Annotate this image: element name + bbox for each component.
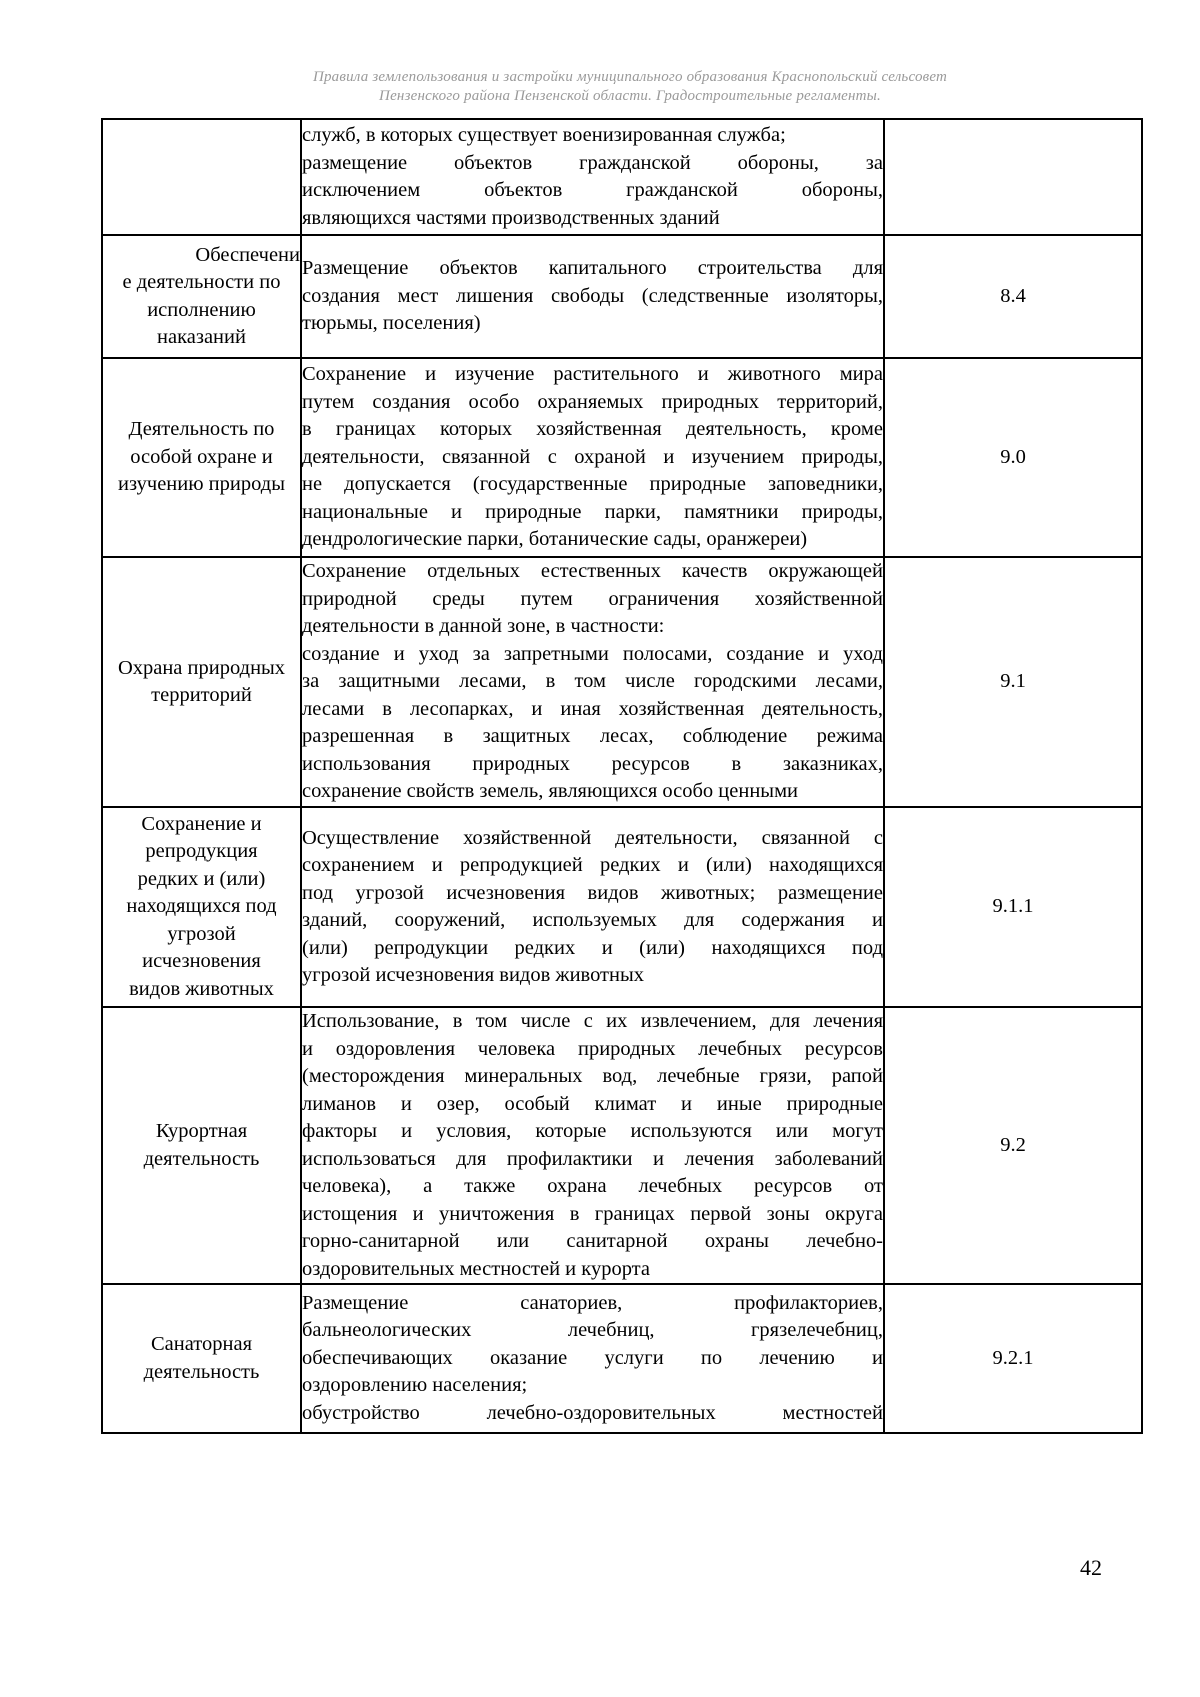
description-line: (месторождения минеральных вод, лечебные грязи, рапой [302,1065,883,1087]
use-type-code-cell [884,1007,1142,1284]
use-type-description-cell [301,1284,884,1433]
use-type-name-cell [102,235,301,358]
use-type-name-line: редких и (или) [137,867,266,890]
description-line: не допускается (государственные природные заповедники, [302,473,883,496]
use-type-name-line: находящихся под [126,895,277,918]
description-line: сохранением и репродукцией редких и (или) находящихся [302,854,883,876]
description-line: (или) репродукции редких и (или) находящихся под [302,936,883,959]
use-type-name-line: особой охране и [130,445,273,468]
description-line: обеспечивающих оказание услуги по лечению и [302,1346,883,1369]
running-header-line-1: Правила землепользования и застройки муниципального образования Краснопольский сельсовет [312,69,948,85]
description-line: Сохранение и изучение растительного и животного мира [302,363,883,386]
use-type-code-cell [884,557,1142,807]
description-line: обустройство лечебно-оздоровительных местностей [302,1401,883,1424]
use-type-name-line: изучению природы [118,473,285,496]
use-type-code-cell [884,358,1142,557]
description-line: человека), а также охрана лечебных ресурсов от [302,1175,883,1197]
description-line: служб, в которых существует военизированная служба; [302,124,786,146]
description-line: горно-санитарной или санитарной охраны лечебно- [302,1230,883,1252]
use-type-name-line: деятельность [143,1147,260,1170]
use-type-code-cell [884,807,1142,1007]
use-type-description-cell [301,358,884,557]
description-line: исключением объектов гражданской обороны, [302,179,883,201]
description-line: лиманов и озер, особый климат и иные природные [302,1092,883,1115]
description-line: зданий, сооружений, используемых для содержания и [302,909,883,931]
description-line: размещение объектов гражданской обороны, за [302,151,883,174]
description-line: создание и уход за запретными полосами, создание и уход [302,642,883,665]
table-row [102,557,1142,807]
use-type-name-line: Обеспечени [195,243,300,266]
use-type-name-cell [102,119,301,235]
description-line: лесами в лесопарках, и иная хозяйственная деятельность, [302,697,883,720]
use-type-code-cell [884,119,1142,235]
description-line: путем создания особо охраняемых природных территорий, [302,390,883,413]
use-type-name-line: е деятельности по [122,271,281,293]
description-line: Сохранение отдельных естественных качеств окружающей [302,560,883,583]
table-row [102,807,1142,1007]
use-type-name-line: наказаний [157,326,246,348]
use-type-code: 9.0 [1000,445,1026,468]
running-header-line-2: Пензенского района Пензенской области. Градостроительные регламенты. [379,88,881,104]
description-line: национальные и природные парки, памятники природы, [302,500,883,523]
description-line: и оздоровления человека природных лечебных ресурсов [302,1037,883,1060]
description-line: использования природных ресурсов в заказниках, [302,752,883,775]
use-type-name-line: репродукция [145,840,258,863]
use-type-name-line: Санаторная [151,1333,252,1355]
description-line: разрешенная в защитных лесах, соблюдение режима [302,725,883,748]
use-type-name-cell [102,1007,301,1284]
description-line: использоваться для профилактики и лечения заболеваний [302,1147,883,1170]
description-line: Осуществление хозяйственной деятельности, связанной с [302,826,883,849]
description-line: бальнеологических лечебниц, грязелечебниц, [302,1319,883,1342]
use-type-code: 9.1.1 [992,895,1034,918]
description-line: оздоровлению населения; [302,1374,528,1397]
description-line: создания мест лишения свободы (следственные изоляторы, [302,284,883,307]
description-line: оздоровительных местностей и курорта [302,1257,650,1280]
use-type-name-line: территорий [151,684,252,706]
use-type-code: 9.2 [1000,1133,1026,1156]
table-row [102,358,1142,557]
use-type-code: 8.4 [1000,284,1026,307]
use-type-name-cell [102,1284,301,1433]
description-line: факторы и условия, которые используются или могут [302,1120,883,1142]
description-line: природной среды путем ограничения хозяйственной [302,587,883,610]
description-line: истощения и уничтожения в границах первой зоны округа [302,1202,883,1225]
description-line: Использование, в том числе с их извлечением, для лечения [302,1010,883,1032]
use-type-name-line: исчезновения [142,950,261,973]
table-row [102,1007,1142,1284]
description-line: за защитными лесами, в том числе городскими лесами, [302,670,883,693]
use-type-name-cell [102,358,301,557]
running-header [130,68,1130,106]
use-type-description-cell [301,235,884,358]
land-use-regulations-table [101,118,1143,1434]
use-type-description-cell [301,557,884,807]
use-type-code-cell [884,235,1142,358]
use-type-name-line: деятельность [143,1360,260,1383]
table-row [102,1284,1142,1433]
description-line: угрозой исчезновения видов животных [302,964,645,986]
use-type-description-cell [301,807,884,1007]
use-type-name-line: видов животных [129,977,274,1000]
use-type-name-cell [102,557,301,807]
use-type-code: 9.2.1 [992,1346,1034,1369]
description-line: дендрологические парки, ботанические сады, оранжереи) [302,528,808,551]
use-type-name-line: Курортная [155,1120,248,1142]
description-line: в границах которых хозяйственная деятельность, кроме [302,418,883,441]
use-type-name-cell [102,807,301,1007]
description-line: Размещение объектов капитального строительства для [302,257,883,280]
use-type-code-cell [884,1284,1142,1433]
use-type-name-line: Охрана природных [117,656,286,679]
description-line: тюрьмы, поселения) [302,312,481,335]
use-type-name-line: Деятельность по [128,418,275,441]
use-type-description-cell [301,119,884,235]
use-type-code: 9.1 [1000,670,1026,693]
page-number: 42 [1080,1555,1102,1580]
use-type-name-line: угрозой [167,922,236,945]
use-type-name-line: Сохранение и [141,812,262,835]
description-line: деятельности, связанной с охраной и изучением природы, [302,445,883,468]
table-row [102,119,1142,235]
description-line: сохранение свойств земель, являющихся особо ценными [302,780,799,803]
table-row [102,235,1142,358]
description-line: под угрозой исчезновения видов животных; размещение [302,881,883,904]
description-line: Размещение санаториев, профилакториев, [302,1291,883,1314]
description-line: деятельности в данной зоне, в частности: [302,615,665,638]
use-type-name-line: исполнению [147,298,256,321]
description-line: являющихся частями производственных зданий [302,206,720,229]
use-type-description-cell [301,1007,884,1284]
